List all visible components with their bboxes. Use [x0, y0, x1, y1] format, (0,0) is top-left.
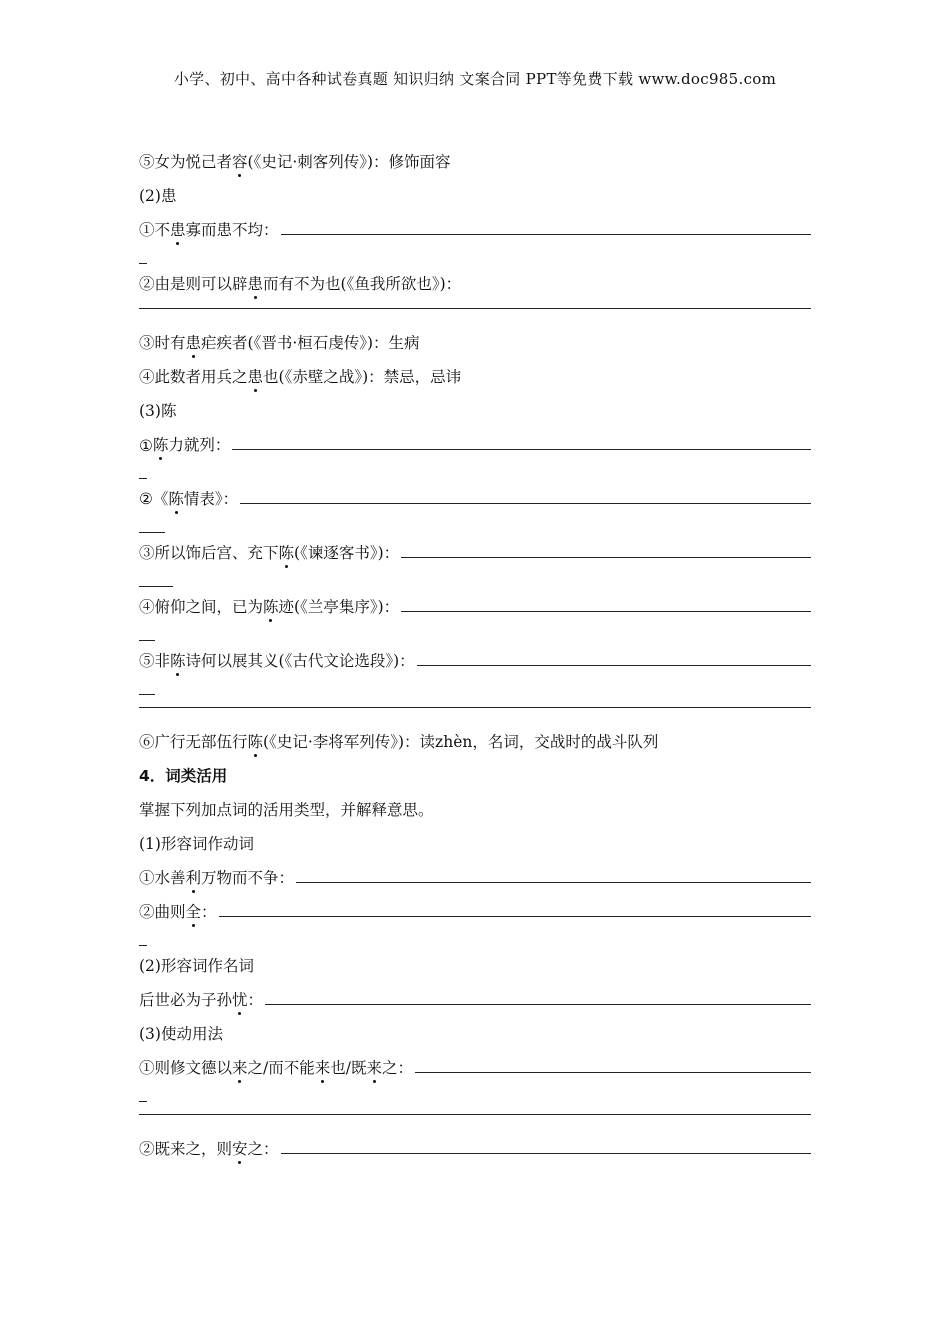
dotted-char: 陈: [263, 595, 279, 617]
page-header: 小学、初中、高中各种试卷真题 知识归纳 文案合同 PPT等免费下载 www.doc985.com: [173, 70, 777, 88]
item-huan-3: ③时有 患 疟疾者(《晋书·桓石虔传》)：生病: [139, 329, 811, 353]
subsection-causative: (3)使动用法: [139, 1025, 223, 1043]
instruction-text: 掌握下列加点词的活用类型，并解释意思。: [139, 801, 434, 819]
item-huan-2: ②由是则可以辟 患 而有不为也(《鱼我所欲也》)：: [139, 270, 811, 294]
answer-blank[interactable]: [265, 1004, 811, 1005]
answer-blank[interactable]: [281, 1153, 811, 1154]
blank-tail: [139, 519, 811, 533]
blank-tail: [139, 573, 811, 587]
dotted-char: 来: [367, 1056, 383, 1078]
item-adj-noun: 后世必为子孙 忧 ：: [139, 986, 811, 1010]
item-chen-5: ⑤非 陈 诗何以展其义(《古代文论选段》)：: [139, 647, 811, 671]
blank-tail: [139, 932, 811, 946]
answer-line[interactable]: [139, 308, 811, 309]
answer-blank[interactable]: [417, 665, 811, 666]
item-rong-5: ⑤女为悦己者 容 (《史记·刺客列传》)：修饰面容: [139, 148, 811, 172]
blank-tail: [139, 627, 811, 641]
dotted-char: 患: [248, 365, 264, 387]
section-title-huan: (2)患: [139, 187, 177, 205]
answer-blank[interactable]: [240, 503, 811, 504]
subsection-adj-noun: (2)形容词作名词: [139, 957, 254, 975]
dotted-char: 陈: [153, 433, 169, 455]
dotted-char: 利: [186, 866, 202, 888]
item-chen-6: ⑥广行无部伍行 陈 (《史记·李将军列传》)：读zhèn，名词，交战时的战斗队列: [139, 728, 811, 752]
answer-blank[interactable]: [296, 882, 811, 883]
item-adj-verb-1: ①水善 利 万物而不争：: [139, 864, 811, 888]
item-causative-2: ②既来之，则 安 之：: [139, 1135, 811, 1159]
dotted-char: 容: [232, 150, 248, 172]
item-huan-1: ①不 患 寡而患不均：: [139, 216, 811, 240]
dotted-char: 陈: [168, 487, 184, 509]
item-adj-verb-2: ②曲则 全 ：: [139, 898, 811, 922]
section-title-chen: (3)陈: [139, 402, 177, 420]
dotted-char: 安: [232, 1137, 248, 1159]
item-chen-2: ②《 陈 情表》：: [139, 485, 811, 509]
dotted-char: 患: [248, 272, 264, 294]
blank-tail: [139, 1088, 811, 1102]
item-causative-1: ①则修文德以 来 之/而不能 来 也/既 来 之：: [139, 1054, 811, 1078]
item-chen-1: ① 陈 力就列：: [139, 431, 811, 455]
dotted-char: 来: [315, 1056, 331, 1078]
subsection-adj-verb: (1)形容词作动词: [139, 835, 254, 853]
dotted-char: 陈: [170, 649, 186, 671]
item-huan-4: ④此数者用兵之 患 也(《赤壁之战》)：禁忌，忌讳: [139, 363, 811, 387]
blank-tail: [139, 250, 811, 264]
answer-blank[interactable]: [415, 1072, 811, 1073]
answer-line[interactable]: [139, 707, 811, 708]
document-body: [139, 148, 811, 1169]
dotted-char: 患: [170, 218, 186, 240]
answer-blank[interactable]: [401, 557, 811, 558]
item-chen-3: ③所以饰后宫、充下 陈 (《谏逐客书》)：: [139, 539, 811, 563]
blank-tail: [139, 681, 811, 695]
section-title-word-usage: 4．词类活用: [139, 767, 228, 785]
dotted-char: 忧: [232, 988, 248, 1010]
answer-blank[interactable]: [232, 449, 811, 450]
dotted-char: 来: [232, 1056, 248, 1078]
answer-blank[interactable]: [401, 611, 811, 612]
item-chen-4: ④俯仰之间，已为 陈 迹(《兰亭集序》)：: [139, 593, 811, 617]
answer-line[interactable]: [139, 1114, 811, 1115]
blank-tail: [139, 465, 811, 479]
answer-blank[interactable]: [219, 916, 811, 917]
dotted-char: 患: [186, 331, 202, 353]
answer-blank[interactable]: [281, 234, 811, 235]
dotted-char: 陈: [248, 730, 264, 752]
dotted-char: 全: [186, 900, 202, 922]
dotted-char: 陈: [279, 541, 295, 563]
